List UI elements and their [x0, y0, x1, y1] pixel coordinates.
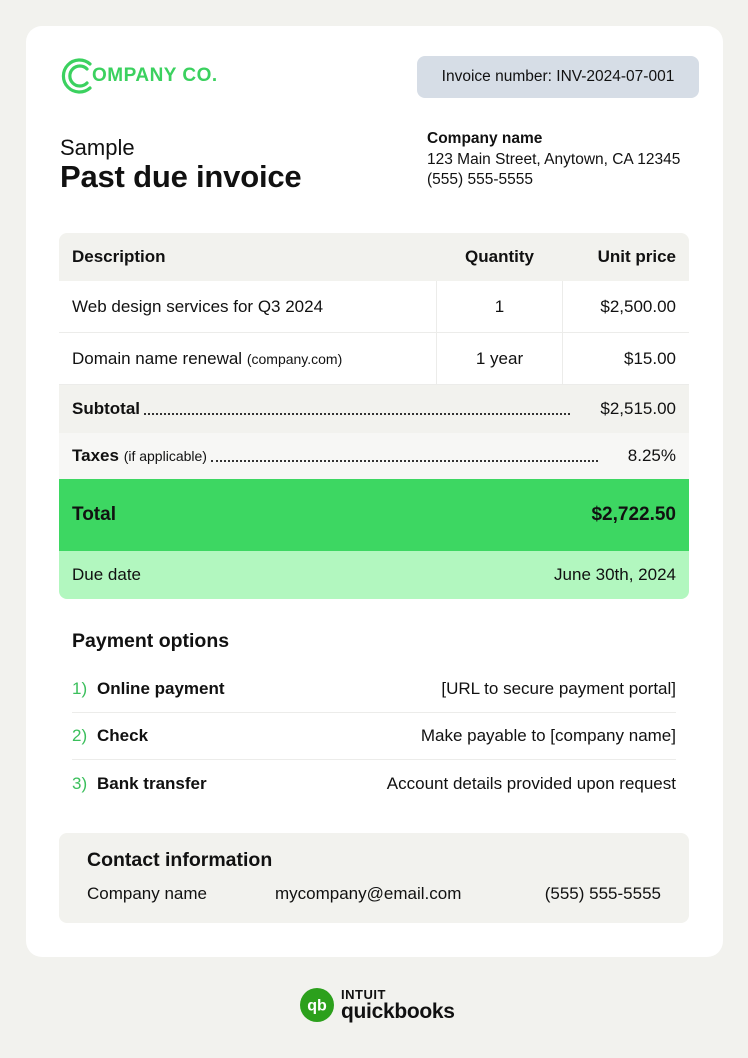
invoice-card	[26, 26, 723, 957]
item-number: 1)	[72, 679, 88, 698]
invoice-table	[59, 233, 689, 599]
payment-options-list	[72, 666, 676, 807]
quickbooks-wordmark: quickbooks	[341, 1000, 455, 1023]
row-quantity: 1	[436, 281, 563, 332]
taxes-label: Taxes (if applicable)	[72, 446, 207, 465]
subtotal-row	[59, 385, 689, 433]
total-value: $2,722.50	[591, 504, 676, 525]
company-address: 123 Main Street, Anytown, CA 12345	[427, 150, 681, 168]
payment-method: Check	[97, 726, 149, 745]
due-date-label: Due date	[72, 565, 141, 584]
contact-phone: (555) 555-5555	[544, 884, 661, 903]
company-name: Company name	[427, 130, 543, 147]
subtotal-label: Subtotal	[72, 399, 140, 418]
table-header	[59, 233, 689, 281]
list-item	[72, 760, 676, 807]
table-row	[59, 333, 689, 385]
row-unit-price: $15.00	[624, 348, 676, 368]
item-number: 2)	[72, 726, 88, 745]
subtotal-value: $2,515.00	[600, 399, 676, 418]
due-date-value: June 30th, 2024	[554, 565, 676, 584]
total-label: Total	[72, 504, 116, 525]
taxes-row	[59, 433, 689, 479]
contact-email: mycompany@email.com	[275, 884, 462, 903]
row-description: Domain name renewal (company.com)	[72, 348, 343, 368]
heading-sample: Sample	[60, 135, 135, 160]
payment-detail: Make payable to [company name]	[420, 726, 676, 745]
row-description: Web design services for Q3 2024	[72, 296, 324, 316]
row-unit-price: $2,500.00	[600, 296, 676, 316]
col-header-quantity: Quantity	[465, 247, 534, 266]
payment-detail: [URL to secure payment portal]	[441, 679, 676, 698]
due-date-row	[59, 551, 689, 599]
leader-dots	[211, 460, 598, 462]
quickbooks-icon-text: qb	[307, 997, 327, 1015]
list-item	[72, 666, 676, 713]
payment-method: Online payment	[97, 679, 225, 698]
company-block	[427, 129, 680, 191]
page-title: Past due invoice	[60, 159, 302, 194]
invoice-number-badge: Invoice number: INV-2024-07-001	[417, 56, 699, 98]
company-phone: (555) 555-5555	[427, 171, 533, 188]
payment-detail: Account details provided upon request	[386, 773, 676, 793]
contact-title: Contact information	[87, 849, 273, 871]
quickbooks-icon	[299, 987, 335, 1023]
list-item	[72, 713, 676, 760]
leader-dots	[144, 413, 570, 415]
intuit-wordmark: INTUIT	[341, 987, 386, 1002]
quickbooks-logo	[299, 987, 455, 1023]
payment-method: Bank transfer	[97, 773, 207, 793]
col-header-description: Description	[72, 247, 166, 266]
company-logo	[60, 56, 218, 96]
col-header-unit-price: Unit price	[597, 247, 676, 266]
total-row	[59, 479, 689, 551]
logo-text: OMPANY CO.	[92, 65, 218, 86]
item-number: 3)	[72, 773, 88, 793]
payment-options-title: Payment options	[72, 630, 230, 652]
table-row	[59, 281, 689, 333]
contact-information	[59, 833, 689, 923]
contact-name: Company name	[87, 884, 208, 903]
taxes-value: 8.25%	[627, 446, 676, 465]
row-quantity: 1 year	[436, 333, 563, 384]
